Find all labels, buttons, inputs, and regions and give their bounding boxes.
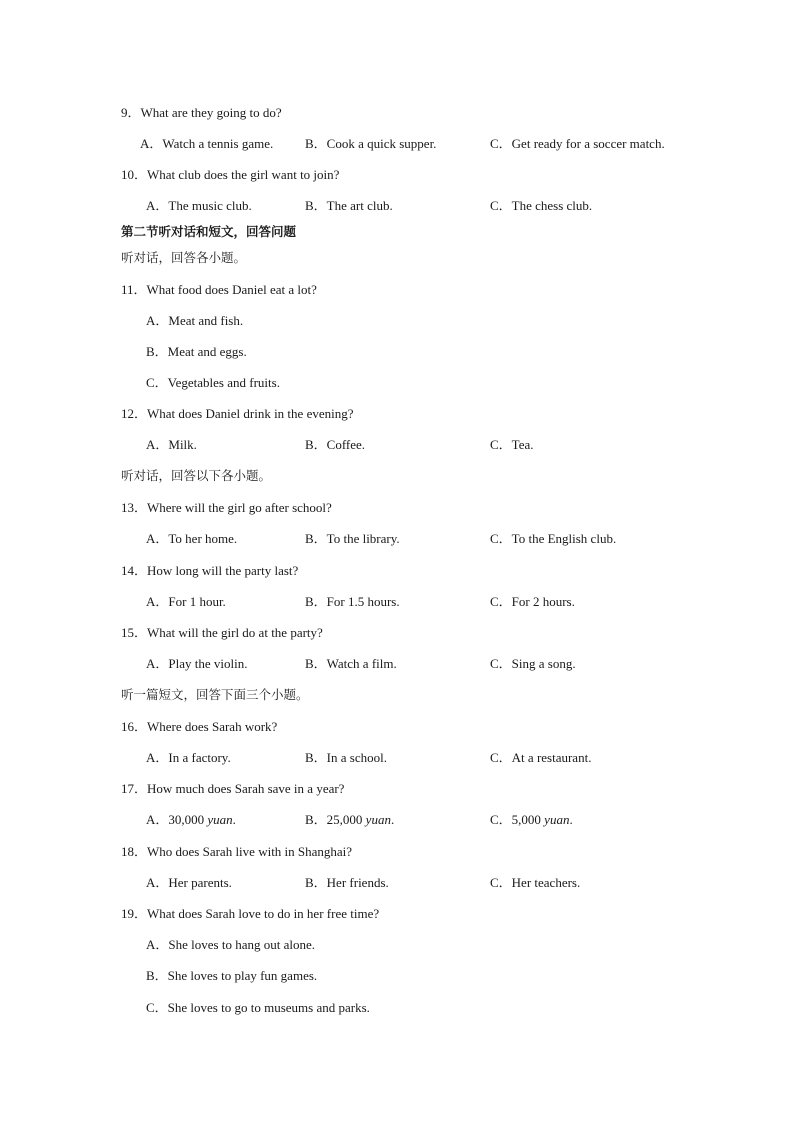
q17-option-a-unit: yuan bbox=[207, 812, 233, 827]
section-2-heading: 第二节听对话和短文，回答问题 bbox=[121, 224, 297, 239]
q14-option-b[interactable]: B．For 1.5 hours. bbox=[305, 594, 400, 609]
question-15: 15．What will the girl do at the party? bbox=[121, 625, 323, 640]
q15-option-b[interactable]: B．Watch a film. bbox=[305, 656, 397, 671]
q19-option-b[interactable]: B．She loves to play fun games. bbox=[146, 968, 318, 983]
q11-option-b[interactable]: B．Meat and eggs. bbox=[146, 344, 247, 359]
q13-option-b[interactable]: B．To the library. bbox=[305, 531, 400, 546]
q19-option-c[interactable]: C．She loves to go to museums and parks. bbox=[146, 1000, 370, 1015]
question-13: 13．Where will the girl go after school? bbox=[121, 500, 332, 515]
q10-option-a[interactable]: A．The music club. bbox=[146, 198, 252, 213]
q11-option-c[interactable]: C．Vegetables and fruits. bbox=[146, 375, 280, 390]
question-17: 17．How much does Sarah save in a year? bbox=[121, 781, 345, 796]
q9-option-a[interactable]: A．Watch a tennis game. bbox=[140, 136, 274, 151]
q16-option-c[interactable]: C．At a restaurant. bbox=[490, 750, 592, 765]
question-14: 14．How long will the party last? bbox=[121, 563, 299, 578]
section-intro-2: 听对话，回答以下各小题。 bbox=[121, 468, 272, 483]
q12-option-c[interactable]: C．Tea. bbox=[490, 437, 534, 452]
q15-option-a[interactable]: A．Play the violin. bbox=[146, 656, 248, 671]
q17-option-c-period: . bbox=[569, 812, 573, 827]
q17-option-b-amount: B．25,000 bbox=[305, 812, 366, 827]
q17-option-c-unit: yuan bbox=[544, 812, 570, 827]
question-10: 10．What club does the girl want to join? bbox=[121, 167, 340, 182]
question-18: 18．Who does Sarah live with in Shanghai? bbox=[121, 844, 353, 859]
q17-option-c-amount: C．5,000 bbox=[490, 812, 545, 827]
question-12: 12．What does Daniel drink in the evening? bbox=[121, 406, 354, 421]
q13-option-c[interactable]: C．To the English club. bbox=[490, 531, 617, 546]
q17-option-b-unit: yuan bbox=[365, 812, 391, 827]
q17-option-a[interactable] bbox=[146, 811, 236, 829]
q15-option-c[interactable]: C．Sing a song. bbox=[490, 656, 576, 671]
q18-option-b[interactable]: B．Her friends. bbox=[305, 875, 389, 890]
q10-option-c[interactable]: C．The chess club. bbox=[490, 198, 593, 213]
q17-option-a-period: . bbox=[232, 812, 236, 827]
q11-option-a[interactable]: A．Meat and fish. bbox=[146, 313, 244, 328]
q17-option-b-period: . bbox=[390, 812, 395, 827]
q16-option-a[interactable]: A．In a factory. bbox=[146, 750, 231, 765]
q16-option-b[interactable]: B．In a school. bbox=[305, 750, 387, 765]
question-9: 9．What are they going to do? bbox=[121, 105, 282, 120]
q18-option-a[interactable]: A．Her parents. bbox=[146, 875, 232, 890]
q13-option-a[interactable]: A．To her home. bbox=[146, 531, 238, 546]
q9-option-b[interactable]: B．Cook a quick supper. bbox=[305, 136, 437, 151]
q14-option-a[interactable]: A．For 1 hour. bbox=[146, 594, 226, 609]
q12-option-b[interactable]: B．Coffee. bbox=[305, 437, 366, 452]
q17-option-c[interactable] bbox=[490, 811, 573, 829]
question-16: 16．Where does Sarah work? bbox=[121, 719, 278, 734]
q10-option-b[interactable]: B．The art club. bbox=[305, 198, 393, 213]
q17-option-b[interactable] bbox=[305, 811, 394, 829]
q18-option-c[interactable]: C．Her teachers. bbox=[490, 875, 581, 890]
q19-option-a[interactable]: A．She loves to hang out alone. bbox=[146, 937, 315, 952]
question-11: 11．What food does Daniel eat a lot? bbox=[121, 282, 317, 297]
q17-option-a-amount: A．30,000 bbox=[146, 812, 208, 827]
question-19: 19．What does Sarah love to do in her free time? bbox=[121, 906, 380, 921]
q14-option-c[interactable]: C．For 2 hours. bbox=[490, 594, 575, 609]
section-intro-1: 听对话，回答各小题。 bbox=[121, 250, 247, 265]
section-intro-3: 听一篇短文，回答下面三个小题。 bbox=[121, 687, 309, 702]
q9-option-c[interactable]: C．Get ready for a soccer match. bbox=[490, 136, 665, 151]
q12-option-a[interactable]: A．Milk. bbox=[146, 437, 197, 452]
